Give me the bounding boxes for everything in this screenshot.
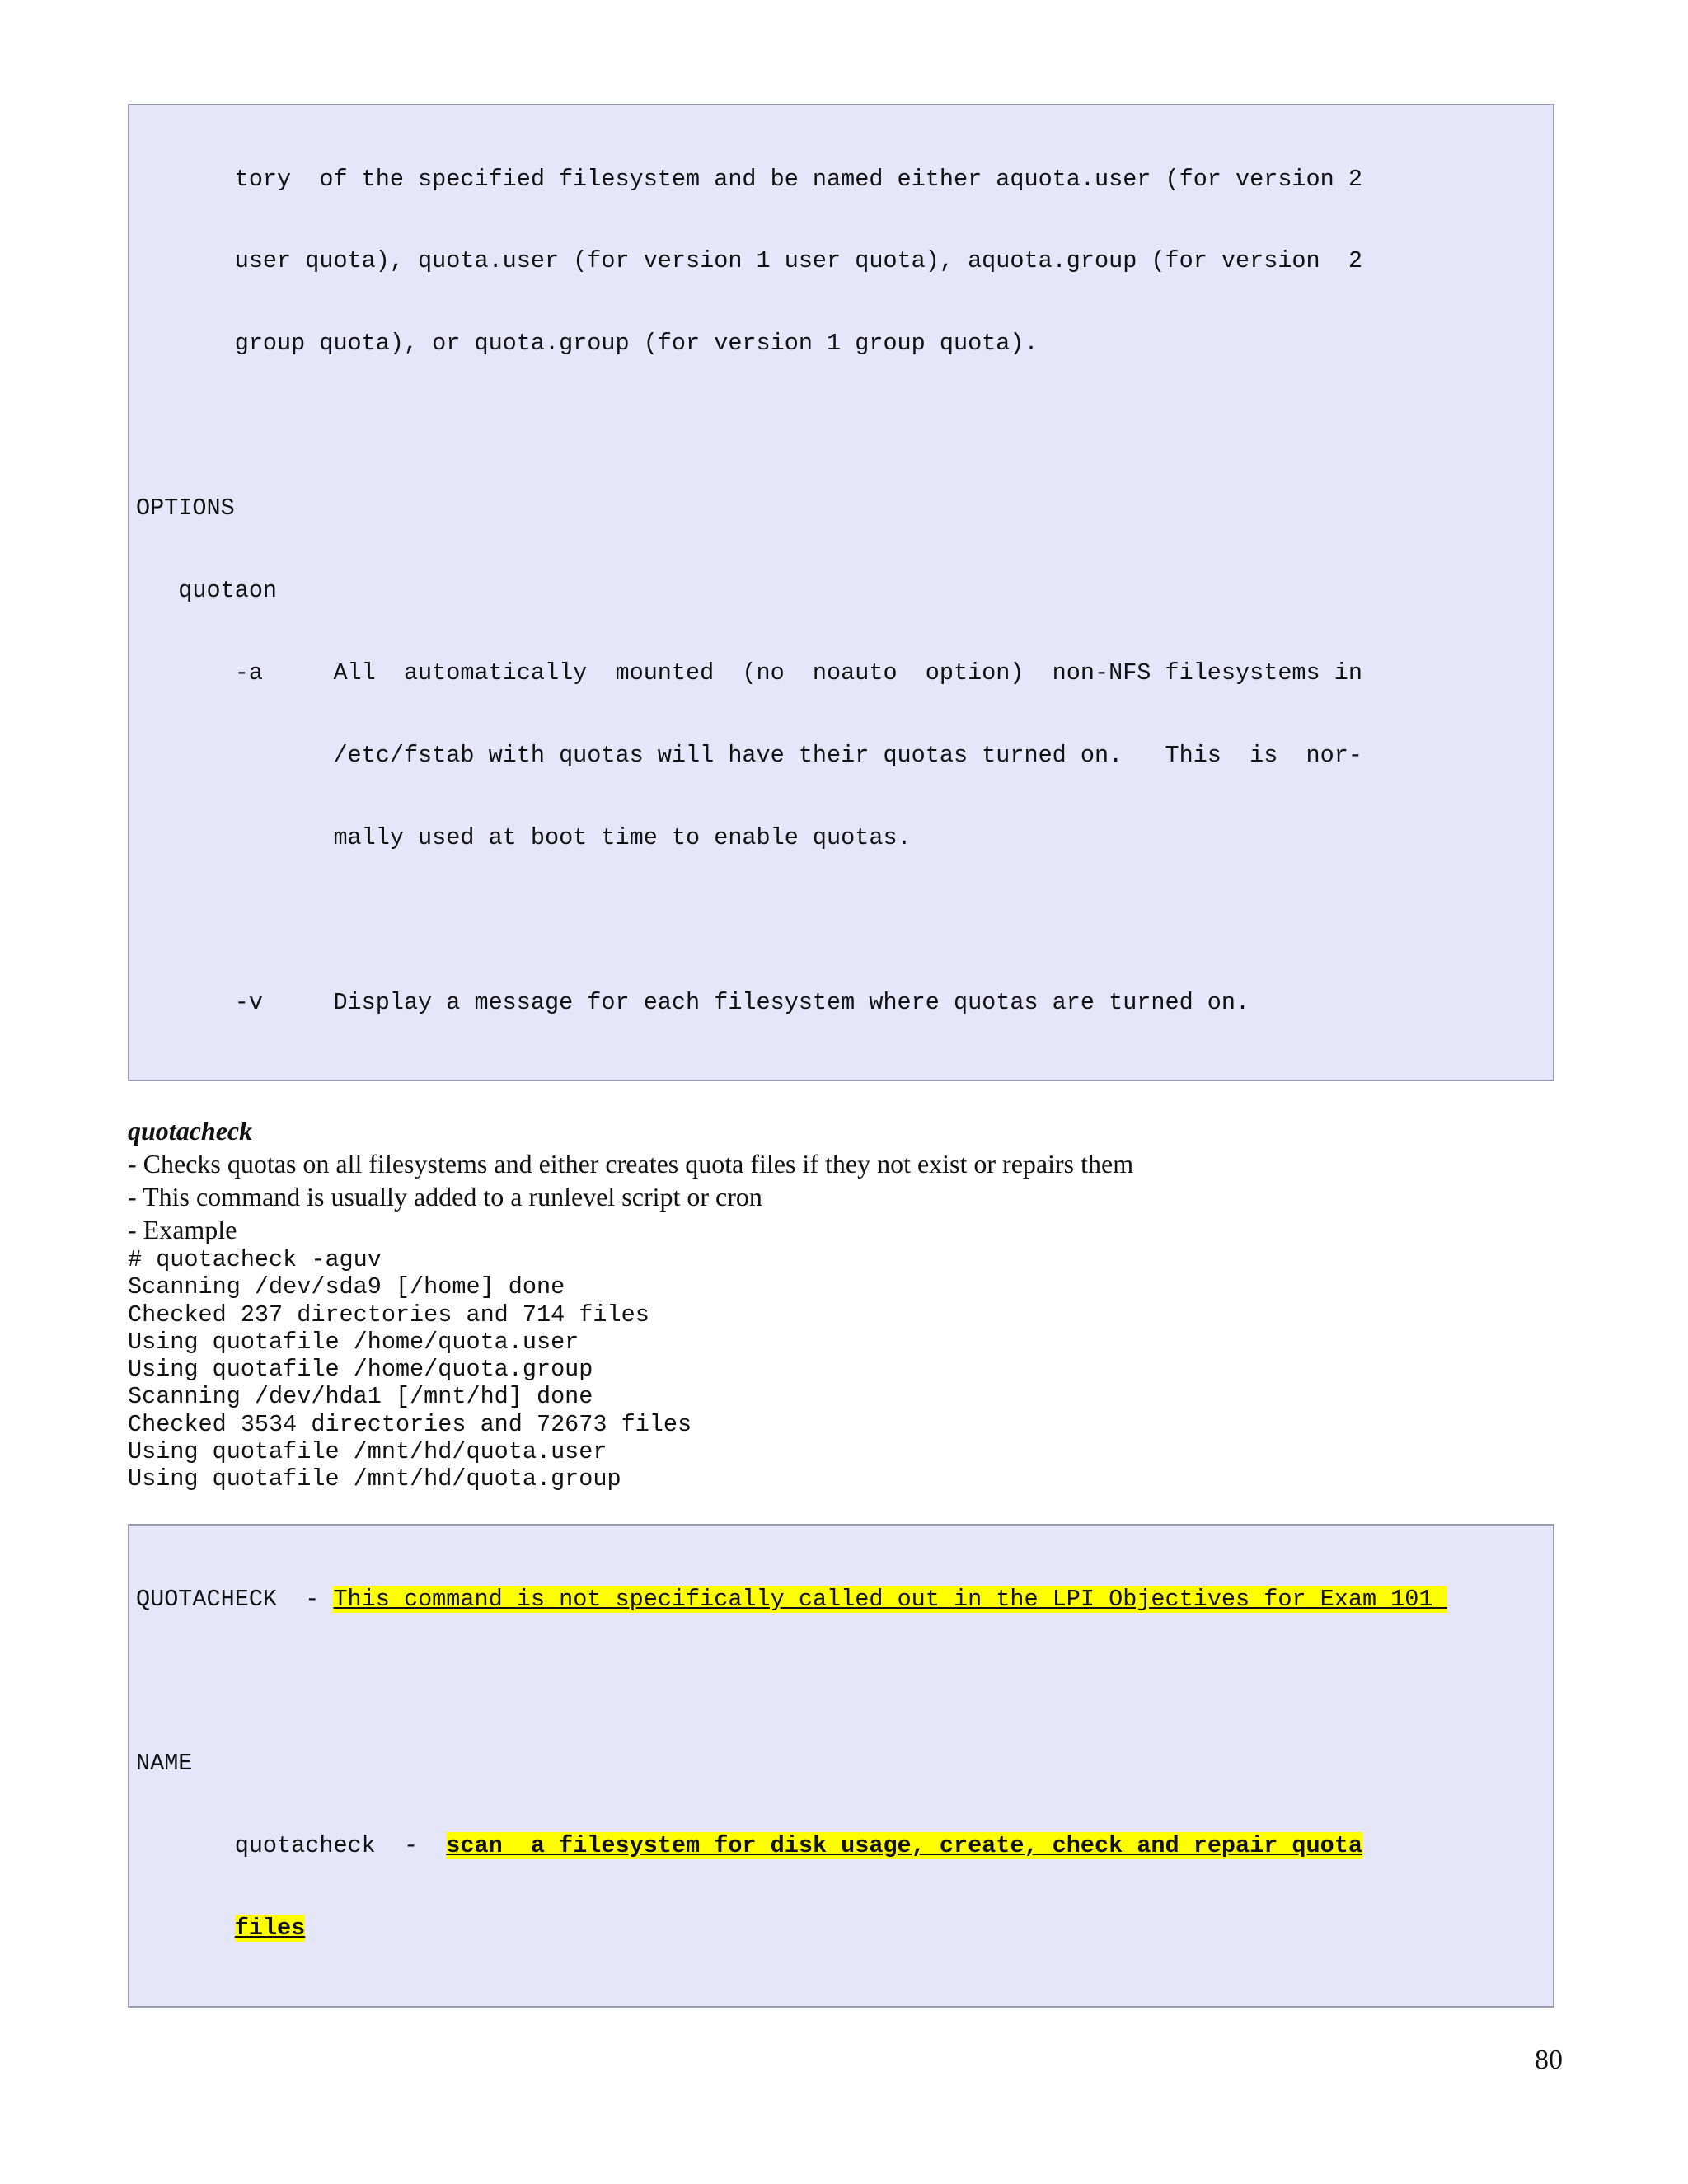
bullet-item: - Checks quotas on all filesystems and either creates quota files if they not exist or repairs them	[128, 1149, 1134, 1179]
example-line: Checked 237 directories and 714 files	[128, 1301, 649, 1329]
section-title: quotacheck	[128, 1116, 253, 1146]
name-label: NAME	[136, 1750, 193, 1778]
man-line: -a All automatically mounted (no noauto option) non-NFS filesystems in	[136, 658, 1362, 687]
man-line	[136, 1071, 1553, 1081]
quotacheck-section	[128, 1114, 1570, 1493]
blank-line	[136, 1997, 1553, 2008]
name-description-cont: files	[234, 1915, 306, 1943]
man-line: OPTIONS	[136, 494, 235, 523]
box-heading	[136, 1586, 1553, 1613]
name-indent	[136, 1915, 235, 1942]
example-line: Scanning /dev/hda1 [/mnt/hd] done	[128, 1383, 593, 1411]
man-line: tory of the specified filesystem and be named either aquota.user (for version 2	[136, 165, 1362, 193]
example-line: Checked 3534 directories and 72673 files	[128, 1410, 692, 1438]
bullet-item: - Example	[128, 1215, 237, 1244]
lpi-objectives-note: This command is not specifically called out in the LPI Objectives for Exam 101	[333, 1585, 1447, 1613]
example-line: Using quotafile /home/quota.group	[128, 1356, 593, 1384]
man-line	[136, 412, 1553, 439]
man-page-box-quotaon-options	[128, 104, 1554, 1081]
example-line: Using quotafile /mnt/hd/quota.group	[128, 1465, 621, 1493]
man-line: mally used at boot time to enable quotas.	[136, 823, 912, 851]
man-line: group quota), or quota.group (for version 1 group quota).	[136, 330, 1039, 358]
box-heading-prefix: QUOTACHECK -	[136, 1585, 334, 1613]
example-line: # quotacheck -aguv	[128, 1246, 382, 1273]
man-line: -v Display a message for each filesystem where quotas are turned on.	[136, 988, 1250, 1016]
example-line: Using quotafile /home/quota.user	[128, 1328, 579, 1356]
man-line: /etc/fstab with quotas will have their quotas turned on. This is nor-	[136, 741, 1362, 769]
blank-line	[136, 1667, 1553, 1694]
name-prefix: quotacheck -	[136, 1832, 447, 1860]
name-line-2	[136, 1915, 1553, 1942]
name-line-1	[136, 1832, 1553, 1859]
man-page-box-quotacheck	[128, 1524, 1554, 2008]
example-line: Using quotafile /mnt/hd/quota.user	[128, 1438, 607, 1466]
man-line: quotaon	[136, 577, 278, 605]
name-description: scan a filesystem for disk usage, create, check and repair quota	[446, 1832, 1362, 1860]
bullet-item: - This command is usually added to a runlevel script or cron	[128, 1182, 762, 1212]
example-output	[128, 1246, 1570, 1493]
man-line	[136, 907, 1553, 934]
man-line: user quota), quota.user (for version 1 user quota), aquota.group (for version 2	[136, 247, 1362, 275]
example-line: Scanning /dev/sda9 [/home] done	[128, 1273, 565, 1301]
page-number: 80	[1535, 2045, 1563, 2075]
